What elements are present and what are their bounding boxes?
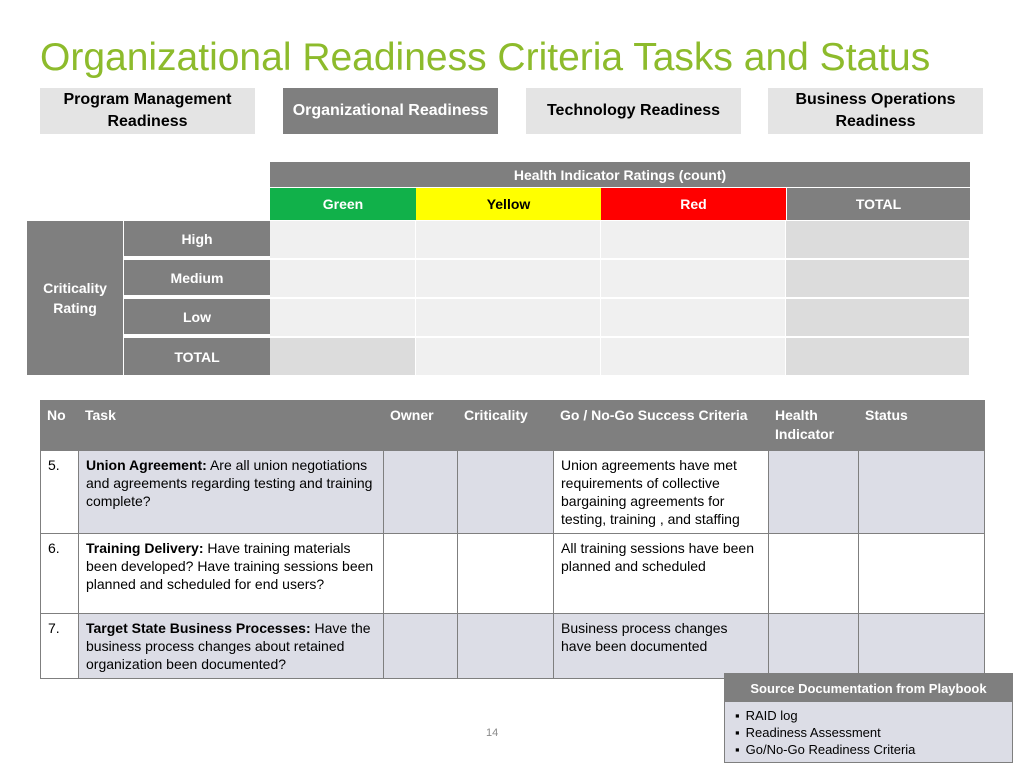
row-number: 7. [41, 614, 79, 679]
status-cell[interactable] [859, 614, 985, 679]
matrix-col-red: Red [601, 188, 786, 220]
task-text: Are all union negotiations and agreements regarding testing and training complete? [86, 457, 373, 509]
matrix-cell [270, 221, 416, 260]
tab-program-management-readiness[interactable]: Program Management Readiness [40, 88, 255, 134]
tab-technology-readiness[interactable]: Technology Readiness [526, 88, 741, 134]
col-header-owner: Owner [384, 400, 458, 451]
matrix-cell [786, 338, 970, 375]
matrix-cell [270, 299, 416, 338]
criteria-cell: All training sessions have been planned and scheduled [554, 534, 769, 614]
task-title: Training Delivery: [86, 540, 204, 556]
task-title: Target State Business Processes: [86, 620, 311, 636]
tab-organizational-readiness[interactable]: Organizational Readiness [283, 88, 498, 134]
source-documentation-box [724, 673, 1013, 763]
criteria-cell: Business process changes have been documented [554, 614, 769, 679]
col-header-no: No [41, 400, 79, 451]
matrix-cell [416, 299, 601, 338]
criticality-cell[interactable] [458, 451, 554, 534]
matrix-cell [416, 221, 601, 260]
source-documentation-list [725, 707, 1012, 758]
page-title: Organizational Readiness Criteria Tasks and Status [40, 36, 931, 79]
col-header-health-indicator: Health Indicator [769, 400, 859, 451]
criticality-rating-label: Criticality Rating [27, 221, 123, 375]
matrix-col-yellow: Yellow [416, 188, 601, 220]
status-cell[interactable] [859, 451, 985, 534]
source-documentation-header: Source Documentation from Playbook [725, 674, 1012, 702]
table-row [41, 534, 985, 614]
task-text: Have the business process changes about retained organization been documented? [86, 620, 371, 672]
matrix-cell [270, 260, 416, 299]
health-indicator-cell[interactable] [769, 451, 859, 534]
tab-business-operations-readiness[interactable]: Business Operations Readiness [768, 88, 983, 134]
matrix-row-low: Low [124, 299, 270, 336]
matrix-row-medium: Medium [124, 260, 270, 297]
owner-cell[interactable] [384, 534, 458, 614]
task-cell [79, 534, 384, 614]
matrix-cell [601, 299, 786, 338]
list-item: ▪ Go/No-Go Readiness Criteria [735, 741, 1012, 758]
matrix-row-total: TOTAL [124, 338, 270, 375]
matrix-col-total: TOTAL [786, 188, 970, 220]
task-title: Union Agreement: [86, 457, 207, 473]
col-header-task: Task [79, 400, 384, 451]
matrix-cell [786, 260, 970, 299]
matrix-cell [786, 221, 970, 260]
matrix-cell [416, 260, 601, 299]
page-number: 14 [486, 727, 499, 739]
health-indicator-cell[interactable] [769, 534, 859, 614]
matrix-cell [601, 221, 786, 260]
col-header-status: Status [859, 400, 985, 451]
matrix-row-high: High [124, 221, 270, 258]
status-cell[interactable] [859, 534, 985, 614]
matrix-cell [416, 338, 601, 375]
owner-cell[interactable] [384, 451, 458, 534]
criteria-cell: Union agreements have met requirements of collective bargaining agreements for testing, training , and staffing [554, 451, 769, 534]
list-item: ▪ RAID log [735, 707, 1012, 724]
matrix-cell [601, 260, 786, 299]
criticality-cell[interactable] [458, 534, 554, 614]
health-indicator-cell[interactable] [769, 614, 859, 679]
matrix-header: Health Indicator Ratings (count) [270, 162, 970, 187]
task-table-header-row [41, 400, 985, 451]
table-row [41, 451, 985, 534]
list-item: ▪ Readiness Assessment [735, 724, 1012, 741]
matrix-cell [786, 299, 970, 338]
task-cell [79, 451, 384, 534]
col-header-criticality: Criticality [458, 400, 554, 451]
matrix-cell [270, 338, 416, 375]
table-row [41, 614, 985, 679]
matrix-col-green: Green [270, 188, 416, 220]
owner-cell[interactable] [384, 614, 458, 679]
task-cell [79, 614, 384, 679]
row-number: 5. [41, 451, 79, 534]
col-header-criteria: Go / No-Go Success Criteria [554, 400, 769, 451]
matrix-cell [601, 338, 786, 375]
task-text: Have training materials been developed? Have training sessions been planned and scheduled for end users? [86, 540, 374, 592]
task-table [40, 400, 985, 679]
row-number: 6. [41, 534, 79, 614]
criticality-cell[interactable] [458, 614, 554, 679]
